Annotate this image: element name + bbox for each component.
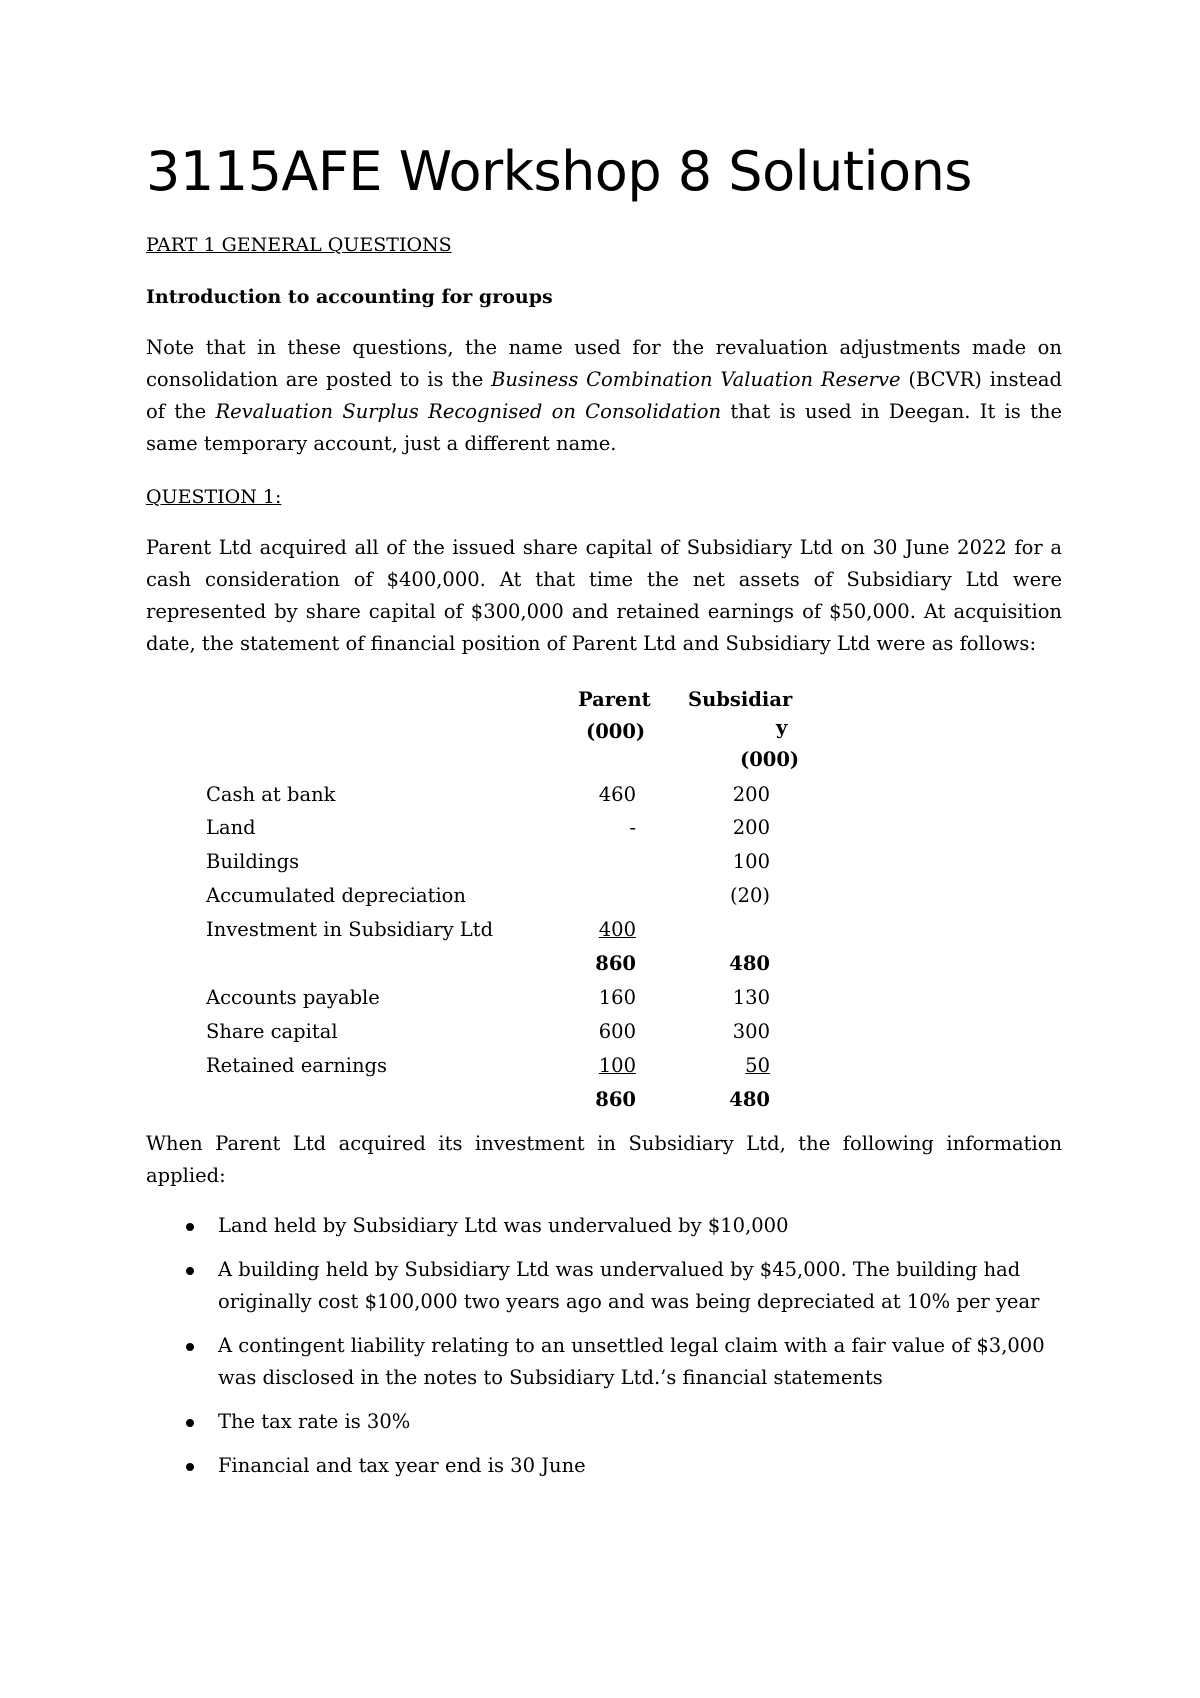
list-item-text: A contingent liability relating to an unsettled legal claim with a fair value of $3,000 was disclosed in the notes to Subsidiary Ltd.’s financial statements (218, 1334, 1045, 1389)
row-subsidiary-total: 480 (729, 1088, 770, 1111)
row-subsidiary-value: 300 (732, 1020, 770, 1043)
col-header-subsidiary-wrap: y (776, 716, 788, 739)
col-header-parent: Parent (578, 688, 651, 711)
list-item-text: A building held by Subsidiary Ltd was undervalued by $45,000. The building had originally cost $100,000 two years ago and was being depreciated at 10% per year (218, 1258, 1040, 1313)
row-subsidiary-value: 100 (732, 850, 770, 873)
question-paragraph: Parent Ltd acquired all of the issued share capital of Subsidiary Ltd on 30 June 2022 for a cash consideration of $400,000. At that time the net assets of Subsidiary Ltd were represented by share capital of $300,000 and retained earnings of $50,000. At acquisition date, the statement of financial position of Parent Ltd and Subsidiary Ltd were as follows: (146, 536, 1062, 655)
list-item (146, 1450, 1062, 1482)
part-heading: PART 1 GENERAL QUESTIONS (146, 234, 452, 256)
row-subsidiary-value: 200 (732, 783, 770, 806)
row-parent-value: 400 (598, 918, 636, 941)
after-table-paragraph: When Parent Ltd acquired its investment in Subsidiary Ltd, the following information applied: (146, 1132, 1062, 1187)
row-subsidiary-value: 130 (732, 986, 770, 1009)
table-row (146, 845, 946, 879)
note-text-3: that is used in Deegan. It is the same temporary account, just a different name. (146, 400, 1062, 455)
table-row (146, 1015, 946, 1049)
intro-heading: Introduction to accounting for groups (146, 286, 553, 308)
row-label: Accumulated depreciation (206, 884, 466, 907)
row-subsidiary-total: 480 (729, 952, 770, 975)
list-item-text: Financial and tax year end is 30 June (218, 1454, 586, 1477)
row-label: Investment in Subsidiary Ltd (206, 918, 494, 941)
list-item (146, 1330, 1062, 1394)
information-list (146, 1210, 1062, 1482)
row-parent-total: 860 (595, 952, 636, 975)
financial-position-table (146, 680, 1062, 1120)
row-parent-value: 160 (598, 986, 636, 1009)
row-parent-total: 860 (595, 1088, 636, 1111)
row-label: Land (206, 816, 256, 839)
bullet-icon (186, 1419, 194, 1427)
list-item (146, 1406, 1062, 1438)
col-header-subsidiary-unit: (000) (740, 748, 800, 771)
table-row (146, 879, 946, 913)
table-total-row (146, 947, 946, 981)
row-label: Retained earnings (206, 1054, 388, 1077)
row-parent-value: 600 (598, 1020, 636, 1043)
table-row (146, 1049, 946, 1083)
row-parent-value: 100 (598, 1054, 636, 1077)
row-parent-value: - (629, 816, 636, 839)
list-item-text: The tax rate is 30% (218, 1410, 411, 1433)
list-item (146, 1210, 1062, 1242)
row-label: Cash at bank (206, 783, 336, 806)
table-row (146, 811, 946, 845)
row-parent-value: 460 (598, 783, 636, 806)
bullet-icon (186, 1267, 194, 1275)
document-content (146, 140, 1062, 1482)
row-subsidiary-value: (20) (729, 884, 770, 907)
note-text-1: Note that in these questions, the name used for the revaluation adjustments made on consolidation are posted to is the (146, 336, 1062, 391)
table-row (146, 981, 946, 1015)
table-total-row (146, 1083, 946, 1117)
bullet-icon (186, 1223, 194, 1231)
document-title: 3115AFE Workshop 8 Solutions (146, 140, 972, 203)
row-subsidiary-value: 50 (745, 1054, 770, 1077)
note-paragraph (146, 332, 1062, 460)
list-item (146, 1254, 1062, 1318)
note-italic-bcvr: Business Combination Valuation Reserve (491, 368, 901, 391)
col-header-parent-unit: (000) (586, 720, 646, 743)
row-label: Buildings (206, 850, 300, 873)
note-text-2: (BCVR) instead of the (146, 368, 1062, 423)
col-header-subsidiary: Subsidiar (688, 688, 793, 711)
bullet-icon (186, 1343, 194, 1351)
question-heading: QUESTION 1: (146, 486, 282, 508)
row-subsidiary-value: 200 (732, 816, 770, 839)
note-italic-revaluation: Revaluation Surplus Recognised on Consolidation (215, 400, 722, 423)
table-row (146, 913, 946, 947)
row-label: Accounts payable (206, 986, 380, 1009)
row-label: Share capital (206, 1020, 338, 1043)
table-row (146, 778, 946, 812)
bullet-icon (186, 1463, 194, 1471)
list-item-text: Land held by Subsidiary Ltd was undervalued by $10,000 (218, 1214, 789, 1237)
